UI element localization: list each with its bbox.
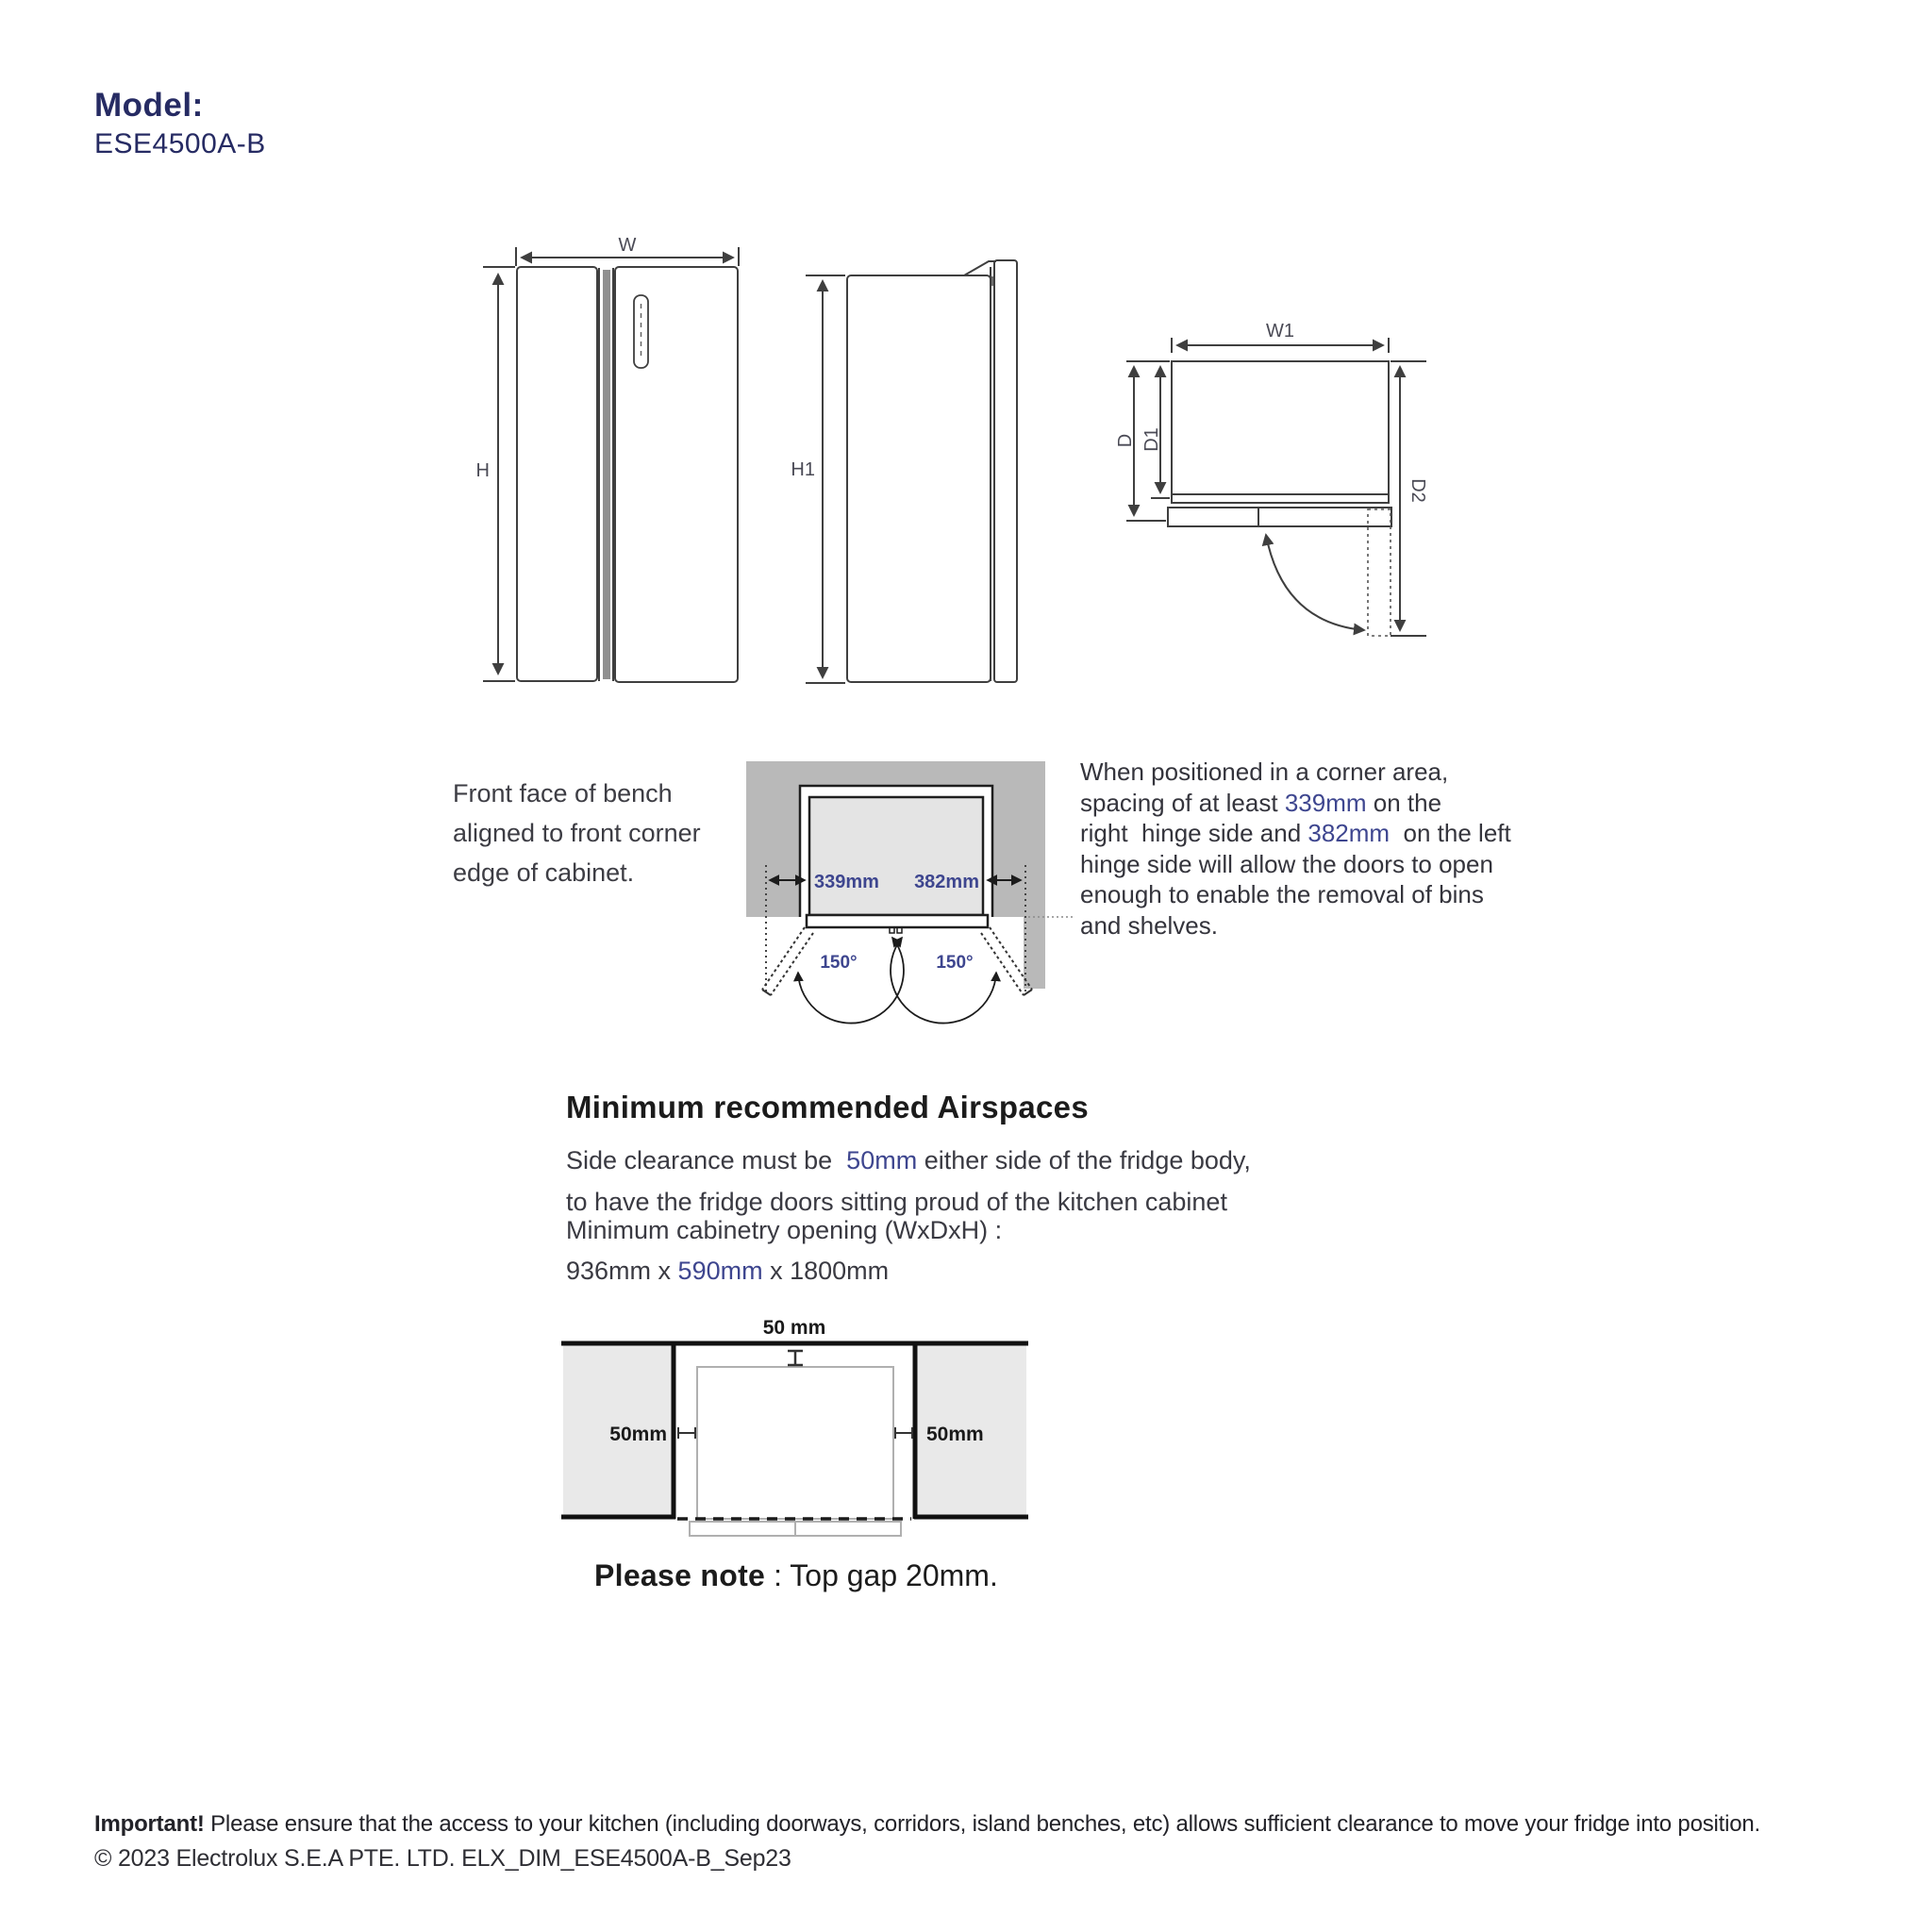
corner-note-l3a: right hinge side and bbox=[1080, 819, 1308, 847]
top-open-door-dashed bbox=[1368, 509, 1391, 636]
corner-left-swing-arc bbox=[798, 938, 904, 1024]
model-number: ESE4500A-B bbox=[94, 128, 266, 159]
corner-left-angle-label: 150° bbox=[820, 953, 858, 973]
corner-note-l1: When positioned in a corner area, bbox=[1080, 758, 1449, 786]
corner-right-note bbox=[1080, 757, 1608, 941]
corner-placement-diagram bbox=[746, 761, 1075, 1024]
corner-note-l5: enough to enable the removal of bins bbox=[1080, 880, 1484, 908]
corner-left-note-line1: Front face of bench bbox=[453, 779, 673, 808]
airspaces-590mm: 590mm bbox=[677, 1257, 763, 1285]
please-note-label: Please note bbox=[594, 1558, 766, 1592]
front-hinge-strip bbox=[603, 270, 610, 679]
side-door bbox=[994, 260, 1017, 682]
front-left-door bbox=[517, 267, 597, 681]
model-heading: Model: bbox=[94, 87, 204, 124]
side-height-label: H1 bbox=[791, 459, 815, 480]
corner-note-l3c: on the left bbox=[1390, 819, 1511, 847]
airspace-left-clearance-label: 50mm bbox=[609, 1424, 667, 1445]
airspaces-opening-label: Minimum cabinetry opening (WxDxH) : bbox=[566, 1216, 1003, 1244]
corner-left-note bbox=[453, 774, 764, 892]
airspaces-50mm: 50mm bbox=[846, 1146, 918, 1174]
side-view-diagram bbox=[791, 260, 1017, 683]
top-body bbox=[1172, 361, 1389, 494]
airspaces-p1a: Side clearance must be bbox=[566, 1146, 847, 1174]
corner-note-l6: and shelves. bbox=[1080, 910, 1218, 940]
airspaces-p3a: 936mm x bbox=[566, 1257, 678, 1285]
top-doors bbox=[1168, 508, 1391, 526]
footer-copyright: © 2023 Electrolux S.E.A PTE. LTD. ELX_DIM_ESE4500A-B_Sep23 bbox=[94, 1845, 791, 1872]
corner-note-339mm: 339mm bbox=[1284, 788, 1367, 817]
top-door-swing-arc bbox=[1266, 535, 1364, 630]
corner-left-clearance-label: 339mm bbox=[814, 872, 879, 892]
top-front-band bbox=[1172, 494, 1389, 503]
airspace-top-clearance-label: 50 mm bbox=[762, 1317, 826, 1339]
front-width-label: W bbox=[618, 235, 637, 256]
please-note-text: : Top gap 20mm. bbox=[765, 1558, 998, 1592]
top-depth1-label: D1 bbox=[1141, 427, 1162, 452]
corner-note-l2c: on the bbox=[1366, 788, 1442, 817]
please-note bbox=[594, 1558, 998, 1593]
corner-fridge-doors bbox=[807, 915, 988, 927]
airspace-fridge bbox=[697, 1367, 893, 1519]
footer-important-label: Important! bbox=[94, 1811, 205, 1837]
airspaces-p3c: x 1800mm bbox=[762, 1257, 890, 1285]
corner-left-note-line2: aligned to front corner bbox=[453, 819, 701, 847]
airspaces-cabinetry-paragraph bbox=[566, 1210, 1002, 1291]
footer-important bbox=[94, 1811, 1811, 1838]
side-body bbox=[847, 275, 991, 682]
corner-right-clearance-label: 382mm bbox=[914, 872, 979, 892]
corner-fridge-body bbox=[809, 797, 983, 915]
front-view-diagram bbox=[476, 235, 739, 682]
airspaces-p1c: either side of the fridge body, bbox=[917, 1146, 1251, 1174]
corner-right-angle-label: 150° bbox=[936, 953, 974, 973]
corner-left-note-line3: edge of cabinet. bbox=[453, 858, 635, 887]
top-depth-label: D bbox=[1115, 433, 1136, 448]
airspaces-heading: Minimum recommended Airspaces bbox=[566, 1090, 1089, 1124]
top-depth2-label: D2 bbox=[1407, 478, 1428, 503]
airspace-right-clearance-label: 50mm bbox=[926, 1424, 984, 1445]
airspaces-p1d: to have the fridge doors sitting proud of the kitchen cabinet bbox=[566, 1188, 1227, 1216]
front-height-label: H bbox=[475, 460, 490, 481]
footer-important-text: Please ensure that the access to your kitchen (including doorways, corridors, island benches, etc) allows sufficient clearance to move your fridge into position. bbox=[204, 1811, 1761, 1837]
top-width-label: W1 bbox=[1266, 321, 1294, 341]
airspace-diagram bbox=[561, 1317, 1028, 1536]
corner-note-382mm: 382mm bbox=[1307, 819, 1391, 847]
top-view-diagram bbox=[1115, 321, 1428, 636]
corner-note-l4: hinge side will allow the doors to open bbox=[1080, 849, 1493, 878]
corner-right-swing-arc bbox=[891, 938, 996, 1024]
corner-note-l2a: spacing of at least bbox=[1080, 788, 1285, 817]
